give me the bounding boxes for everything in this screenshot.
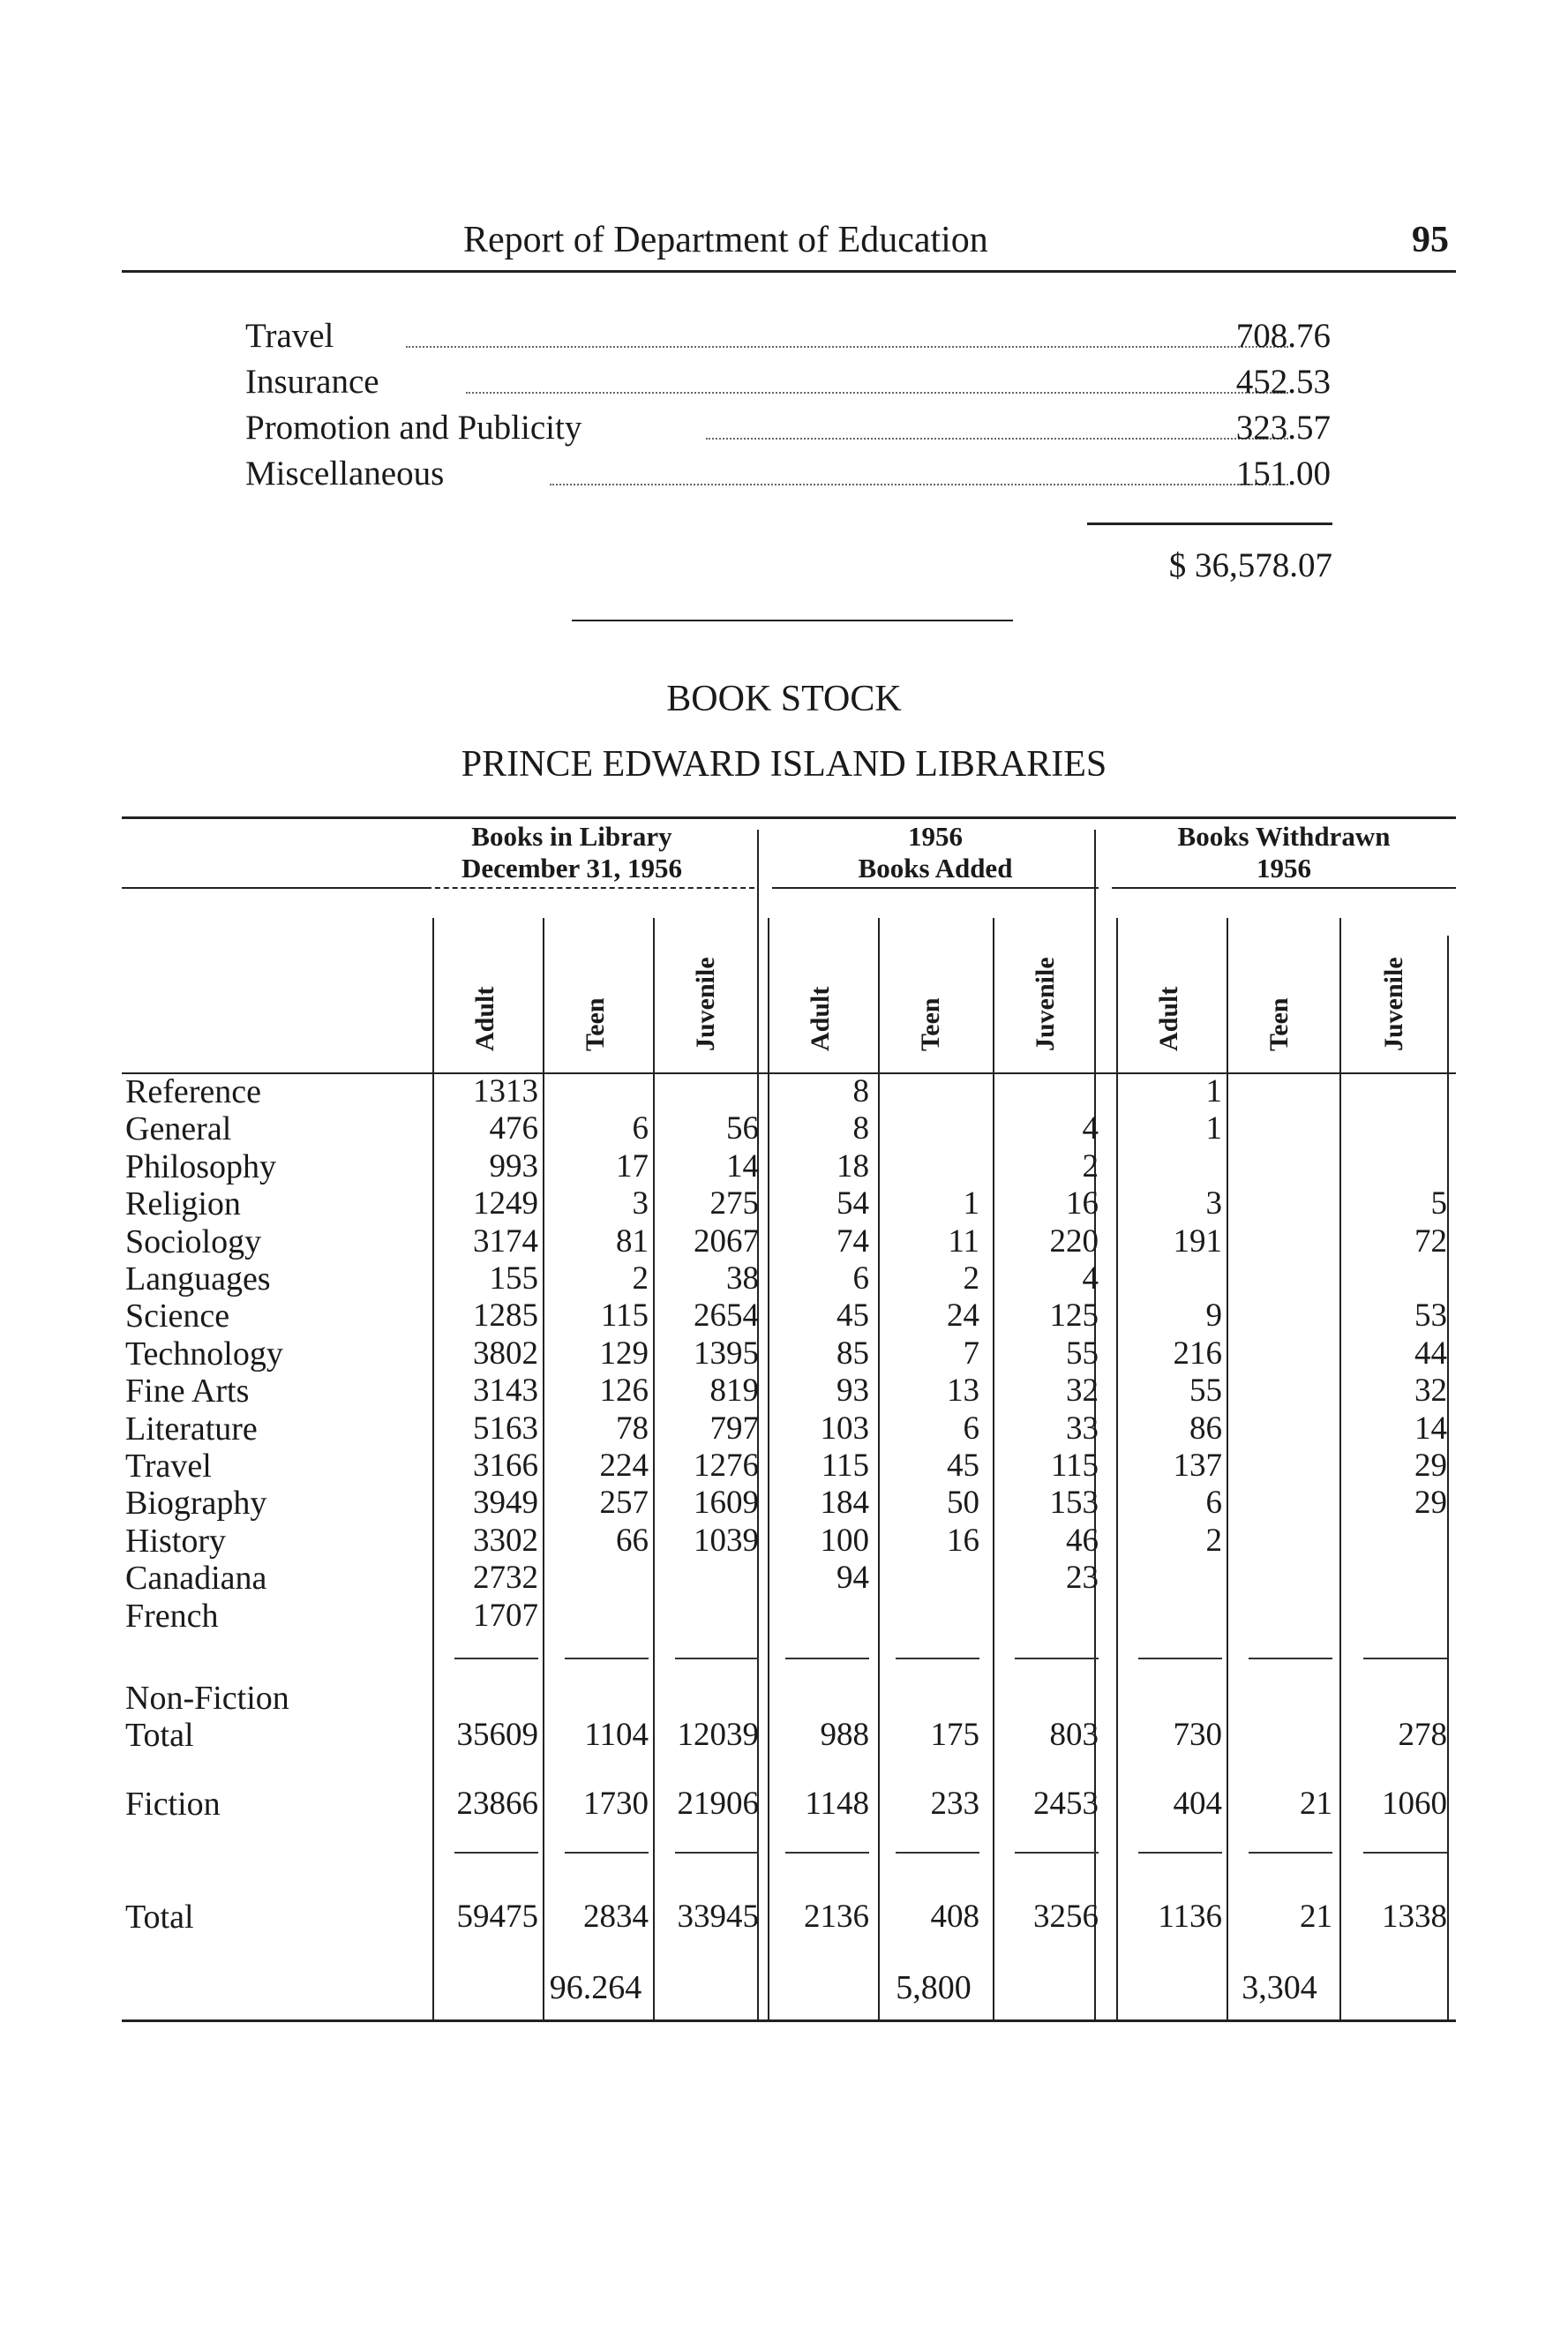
header-rule [772,887,1099,889]
table-cell: 103 [820,1410,869,1447]
table-cell: 55 [1189,1373,1222,1410]
row-label: Fiction [125,1786,221,1823]
table-cell: 2654 [694,1297,759,1335]
table-cell: 115 [600,1297,649,1335]
table-cell: 115 [821,1448,869,1484]
table-cell: 476 [489,1110,538,1147]
table-cell: 233 [930,1786,979,1822]
table-cell: 1136 [1158,1899,1222,1935]
table-cell: 6 [852,1260,869,1297]
table-cell: 45 [837,1297,869,1335]
column-heading [1019,949,1072,1081]
table-cell: 2834 [583,1899,649,1935]
expense-label: Insurance [245,363,379,401]
table-cell: 1249 [473,1185,538,1222]
group-header-line: December 31, 1956 [461,853,682,884]
table-cell: 32 [1066,1373,1099,1410]
table-cell: 3802 [473,1335,538,1372]
table-cell: 2732 [473,1560,538,1597]
table-cell: 33945 [677,1899,759,1935]
table-cell: 12039 [677,1717,759,1753]
column-heading-label: Teen [916,997,945,1051]
table-cell: 56 [726,1110,759,1147]
table-cell: 21906 [677,1786,759,1822]
table-cell: 2 [632,1260,649,1297]
column-heading [569,949,622,1081]
column-heading-label: Juvenile [691,957,720,1051]
group-header-line: 1956 [908,821,963,852]
row-label: History [125,1522,226,1560]
table-cell: 72 [1414,1222,1447,1260]
column-heading-label: Juvenile [1379,957,1408,1051]
table-cell: 129 [599,1335,649,1372]
subtotal-dash [896,1852,979,1854]
table-cell: 11 [948,1222,979,1260]
table-cell: 125 [1049,1297,1099,1335]
table-cell: 819 [709,1373,759,1410]
column-heading-label: Juvenile [1031,957,1060,1051]
table-cell: 257 [599,1485,649,1522]
column-heading-label: Adult [806,986,835,1051]
table-bottom-rule [122,2019,1456,2022]
table-cell: 3166 [473,1448,538,1484]
header-rule [1112,887,1456,889]
table-cell: 55 [1066,1335,1099,1372]
table-cell: 5 [1430,1185,1447,1222]
table-cell: 1609 [694,1485,759,1522]
subtotal-dash [1015,1658,1099,1659]
table-cell: 988 [820,1717,869,1753]
table-cell: 115 [1050,1448,1099,1484]
header-rule [426,887,754,889]
table-cell: 803 [1049,1717,1099,1753]
table-cell: 78 [616,1410,649,1447]
table-cell: 38 [726,1260,759,1297]
table-cell: 4 [1082,1110,1099,1147]
table-cell: 29 [1414,1448,1447,1484]
subtotal-dash [565,1658,649,1659]
row-label: Travel [125,1448,212,1485]
table-cell: 126 [599,1373,649,1410]
table-cell: 50 [947,1485,979,1522]
table-cell: 4 [1082,1260,1099,1297]
subtotal-dash [785,1852,869,1854]
table-cell: 24 [947,1297,979,1335]
table-cell: 191 [1173,1222,1222,1260]
group-header-withdrawn [1112,821,1456,884]
table-cell: 35609 [456,1717,538,1753]
row-label: Biography [125,1485,267,1523]
column-heading [1368,949,1421,1081]
column-heading [794,949,847,1081]
table-cell: 8 [852,1110,869,1147]
subtotal-dash [896,1658,979,1659]
table-cell: 3256 [1033,1899,1099,1935]
subtotal-dash [785,1658,869,1659]
expense-label: Miscellaneous [245,455,445,493]
column-heading-label: Adult [470,986,499,1051]
expense-amount: 708.76 [1235,317,1331,355]
table-cell: 3174 [473,1222,538,1260]
table-cell: 45 [947,1448,979,1484]
subtotal-dash [1138,1852,1222,1854]
table-cell: 81 [616,1222,649,1260]
table-top-rule [122,816,1456,819]
grand-total: 96.264 [549,1969,642,2006]
row-label: Total [125,1899,194,1936]
table-cell: 14 [1414,1410,1447,1447]
expense-total: $ 36,578.07 [1168,546,1332,584]
group-header-in-library [426,821,717,884]
table-cell: 3143 [473,1373,538,1410]
table-cell: 3 [632,1185,649,1222]
row-label: Literature [125,1410,258,1448]
table-cell: 216 [1173,1335,1222,1372]
row-label: French [125,1597,219,1635]
row-label: Reference [125,1073,261,1110]
table-cell: 1276 [694,1448,759,1484]
table-cell: 18 [837,1147,869,1185]
table-cell: 3302 [473,1522,538,1559]
table-cell: 1707 [473,1597,538,1634]
table-cell: 1039 [694,1522,759,1559]
table-cell: 85 [837,1335,869,1372]
subtotal-dash [1015,1852,1099,1854]
table-cell: 220 [1049,1222,1099,1260]
table-cell: 155 [489,1260,538,1297]
column-heading [679,949,732,1081]
column-heading-label: Teen [1264,997,1294,1051]
subtotal-dash [675,1658,759,1659]
group-header-added [772,821,1099,884]
table-right-edge [1447,936,1449,2019]
table-cell: 2 [1082,1147,1099,1185]
row-label: Fine Arts [125,1373,250,1410]
table-cell: 408 [930,1899,979,1935]
row-label: Canadiana [125,1560,267,1598]
table-cell: 8 [852,1073,869,1109]
table-cell: 93 [837,1373,869,1410]
column-heading-label: Teen [581,997,610,1051]
table-cell: 184 [820,1485,869,1522]
table-cell: 3949 [473,1485,538,1522]
table-cell: 14 [726,1147,759,1185]
grand-total: 3,304 [1242,1969,1317,2006]
table-cell: 21 [1300,1899,1332,1935]
table-cell: 6 [632,1110,649,1147]
grand-total: 5,800 [896,1969,972,2006]
subtotal-dash [675,1852,759,1854]
row-label: Science [125,1297,230,1335]
subtotal-dash [1363,1658,1447,1659]
running-header-title: Report of Department of Education [463,220,988,260]
table-cell: 6 [963,1410,979,1447]
table-cell: 175 [930,1717,979,1753]
table-cell: 86 [1189,1410,1222,1447]
table-cell: 5163 [473,1410,538,1447]
group-header-line: 1956 [1257,853,1311,884]
subtotal-dash [1249,1658,1332,1659]
table-cell: 53 [1414,1297,1447,1335]
table-cell: 730 [1173,1717,1222,1753]
table-cell: 21 [1300,1786,1332,1822]
table-cell: 66 [616,1522,649,1559]
row-label: Technology [125,1335,283,1373]
table-title: BOOK STOCK [666,679,902,719]
subtotal-dash [1363,1852,1447,1854]
expense-amount: 452.53 [1235,363,1331,401]
row-label: Non-Fiction [125,1680,289,1717]
group-header-line: Books in Library [471,821,672,852]
expense-amount: 151.00 [1235,455,1331,493]
table-cell: 224 [599,1448,649,1484]
table-cell: 7 [963,1335,979,1372]
row-label: Sociology [125,1222,262,1260]
table-cell: 2 [1205,1522,1222,1559]
subtotal-dash [1138,1658,1222,1659]
table-cell: 44 [1414,1335,1447,1372]
table-cell: 29 [1414,1485,1447,1522]
table-cell: 2 [963,1260,979,1297]
table-cell: 54 [837,1185,869,1222]
table-cell: 404 [1173,1786,1222,1822]
expense-label: Travel [245,317,334,355]
row-label: Philosophy [125,1147,277,1185]
table-cell: 23866 [456,1786,538,1822]
column-heading [904,949,957,1081]
column-divider [1227,918,1228,2019]
expense-amount: 323.57 [1235,409,1331,447]
table-cell: 1060 [1382,1786,1447,1822]
subtotal-dash [565,1852,649,1854]
column-heading [1143,949,1196,1081]
table-cell: 23 [1066,1560,1099,1597]
column-heading-label: Adult [1154,986,1183,1051]
group-header-line: Books Withdrawn [1177,821,1391,852]
table-cell: 1 [963,1185,979,1222]
table-cell: 275 [709,1185,759,1222]
row-label: General [125,1110,232,1148]
group-header-line: Books Added [858,853,1013,884]
row-label: Total [125,1717,194,1754]
table-cell: 137 [1173,1448,1222,1484]
table-cell: 153 [1049,1485,1099,1522]
row-label: Languages [125,1260,271,1297]
table-cell: 100 [820,1522,869,1559]
subtotal-dash [454,1852,538,1854]
column-heading [1253,949,1306,1081]
column-heading [459,949,512,1081]
table-cell: 16 [1066,1185,1099,1222]
table-cell: 17 [616,1147,649,1185]
table-cell: 3 [1205,1185,1222,1222]
table-cell: 278 [1398,1717,1447,1753]
table-cell: 94 [837,1560,869,1597]
table-cell: 1338 [1382,1899,1447,1935]
subtotal-dash [1249,1852,1332,1854]
table-cell: 1313 [473,1073,538,1109]
table-cell: 2136 [804,1899,869,1935]
table-cell: 1 [1205,1073,1222,1109]
table-cell: 1730 [583,1786,649,1822]
table-cell: 1 [1205,1110,1222,1147]
table-cell: 74 [837,1222,869,1260]
table-cell: 33 [1066,1410,1099,1447]
table-cell: 16 [947,1522,979,1559]
table-cell: 59475 [456,1899,538,1935]
table-cell: 797 [709,1410,759,1447]
subtotal-dash [454,1658,538,1659]
table-cell: 13 [947,1373,979,1410]
table-cell: 993 [489,1147,538,1185]
table-cell: 9 [1205,1297,1222,1335]
table-cell: 1285 [473,1297,538,1335]
table-cell: 2067 [694,1222,759,1260]
table-cell: 1104 [584,1717,649,1753]
expense-label: Promotion and Publicity [245,409,582,447]
table-subtitle: PRINCE EDWARD ISLAND LIBRARIES [461,744,1107,785]
header-rule [122,887,426,889]
table-cell: 46 [1066,1522,1099,1559]
table-cell: 6 [1205,1485,1222,1522]
table-cell: 32 [1414,1373,1447,1410]
table-cell: 1395 [694,1335,759,1372]
page-number: 95 [1412,220,1449,260]
table-cell: 2453 [1033,1786,1099,1822]
table-cell: 1148 [805,1786,869,1822]
row-label: Religion [125,1185,241,1223]
